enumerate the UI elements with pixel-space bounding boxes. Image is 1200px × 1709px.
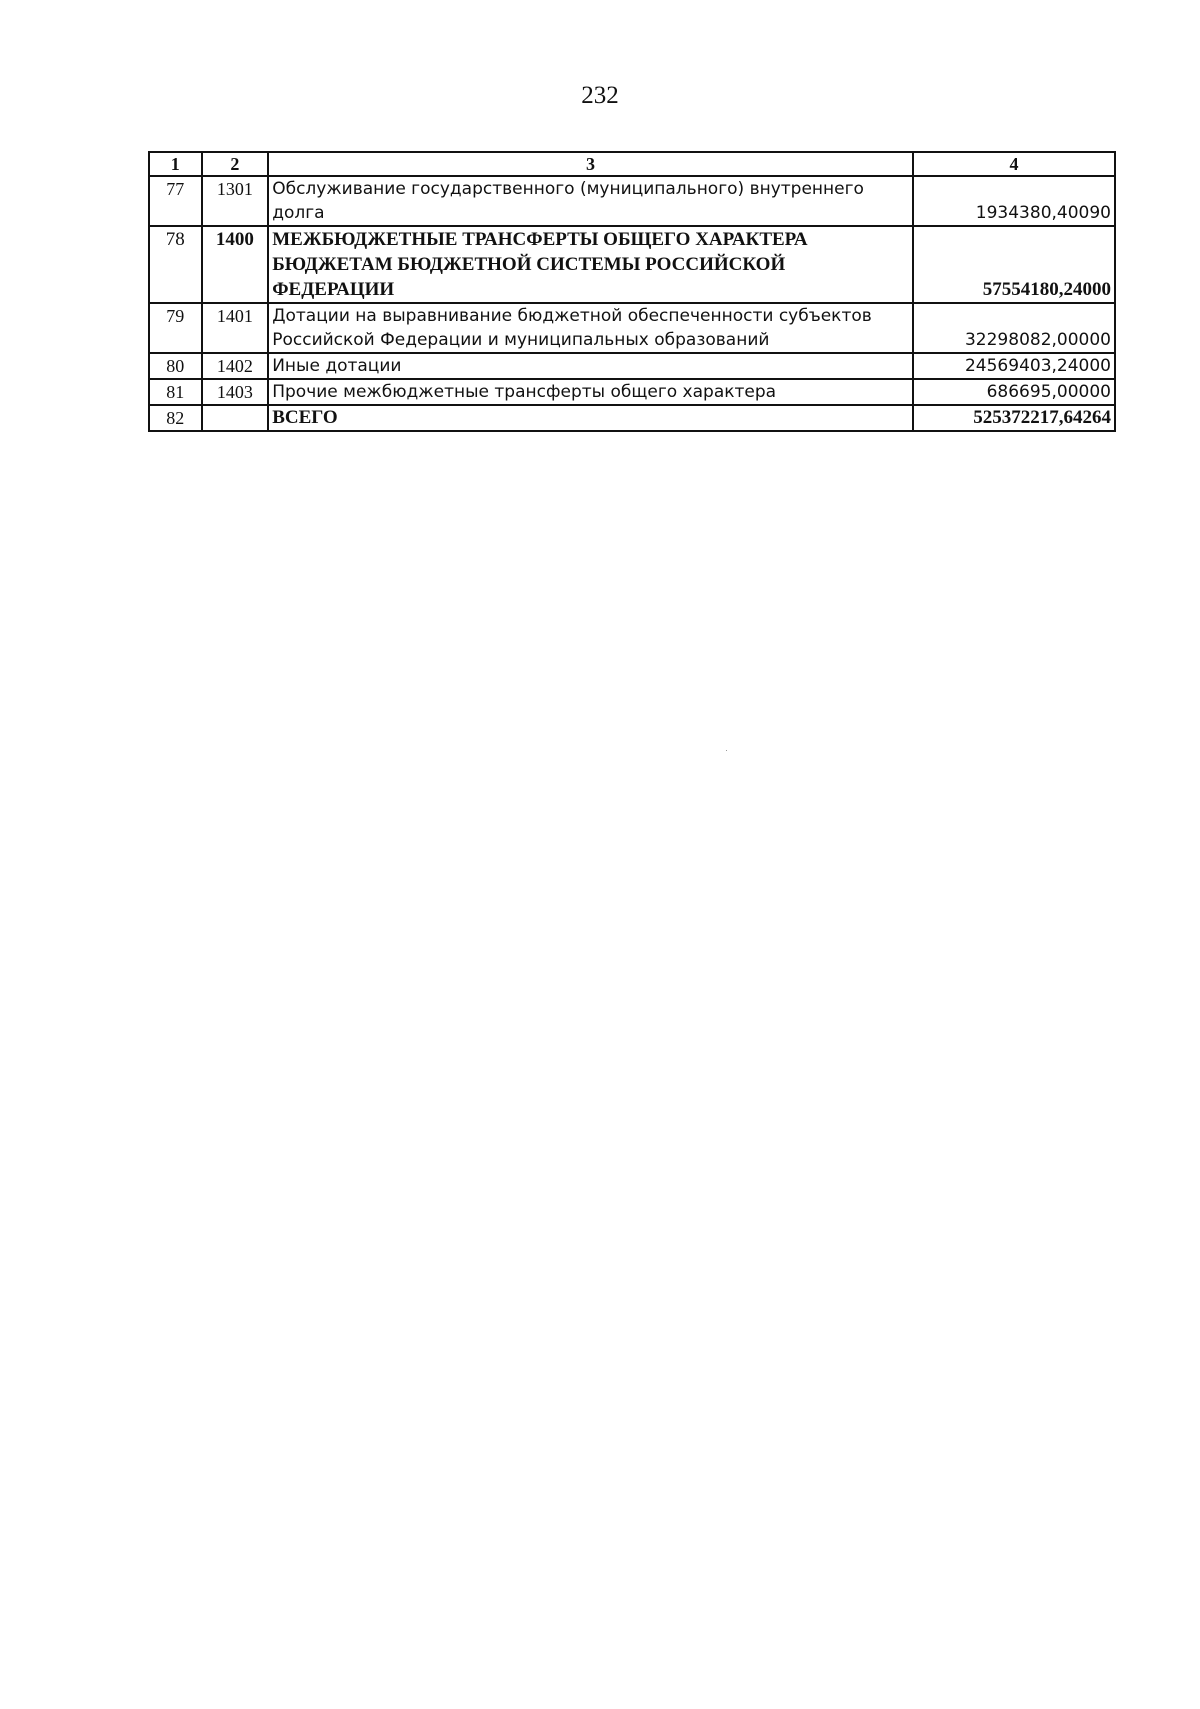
table-row <box>149 226 1115 303</box>
table-row <box>149 176 1115 226</box>
total-amount: 525372217,64264 <box>913 405 1115 431</box>
section-code <box>202 405 269 431</box>
header-cell: 4 <box>913 152 1115 176</box>
table-row <box>149 379 1115 405</box>
section-code: 1403 <box>202 379 269 405</box>
table-row <box>149 303 1115 353</box>
row-number: 79 <box>149 303 202 353</box>
total-label: ВСЕГО <box>268 405 913 431</box>
header-cell: 2 <box>202 152 269 176</box>
budget-table <box>148 151 1116 432</box>
header-cell: 1 <box>149 152 202 176</box>
amount: 32298082,00000 <box>913 303 1115 353</box>
table-header-row <box>149 152 1115 176</box>
section-code: 1301 <box>202 176 269 226</box>
row-number: 81 <box>149 379 202 405</box>
section-code: 1401 <box>202 303 269 353</box>
scan-speck <box>726 750 727 751</box>
header-cell: 3 <box>268 152 913 176</box>
section-name: Дотации на выравнивание бюджетной обеспеченности субъектов Российской Федерации и муниципальных образований <box>268 303 913 353</box>
table-total-row <box>149 405 1115 431</box>
section-name: Прочие межбюджетные трансферты общего характера <box>268 379 913 405</box>
amount: 24569403,24000 <box>913 353 1115 379</box>
row-number: 78 <box>149 226 202 303</box>
amount: 57554180,24000 <box>913 226 1115 303</box>
row-number: 82 <box>149 405 202 431</box>
table-row <box>149 353 1115 379</box>
page-number: 232 <box>581 82 619 109</box>
section-name: Обслуживание государственного (муниципального) внутреннего долга <box>268 176 913 226</box>
row-number: 77 <box>149 176 202 226</box>
section-name: МЕЖБЮДЖЕТНЫЕ ТРАНСФЕРТЫ ОБЩЕГО ХАРАКТЕРА БЮДЖЕТАМ БЮДЖЕТНОЙ СИСТЕМЫ РОССИЙСКОЙ ФЕДЕРАЦИИ <box>268 226 913 303</box>
section-code: 1402 <box>202 353 269 379</box>
row-number: 80 <box>149 353 202 379</box>
section-code: 1400 <box>202 226 269 303</box>
amount: 686695,00000 <box>913 379 1115 405</box>
section-name: Иные дотации <box>268 353 913 379</box>
amount: 1934380,40090 <box>913 176 1115 226</box>
